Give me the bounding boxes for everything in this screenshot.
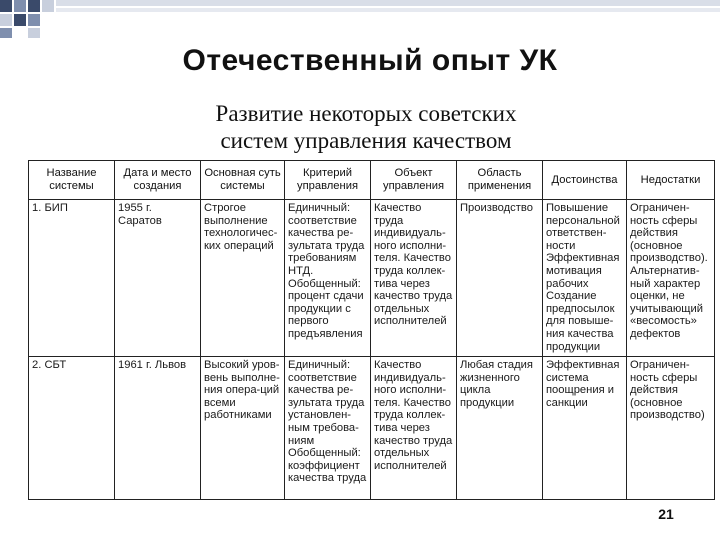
cell-name: 1. БИП: [29, 200, 115, 357]
table-row: [29, 357, 715, 500]
cell-date: 1961 г. Львов: [115, 357, 201, 500]
cell-disadvantages: Ограничен-ность сферы действия (основное производство): [627, 357, 715, 500]
cell-object: Качество труда индивидуаль-ного исполни-теля. Качество труда коллек-тива через качество труда отдельных исполнителей: [371, 200, 457, 357]
slide-subtitle: [0, 100, 720, 154]
header-essence: Основная суть системы: [201, 161, 285, 200]
table-header-row: [29, 161, 715, 200]
cell-criterion: Единичный: соответствие качества ре-зультата труда установлен-ным требова-ниям Обобщенный: коэффициент качества труда: [285, 357, 371, 500]
header-scope: Область применения: [457, 161, 543, 200]
cell-criterion: Единичный: соответствие качества ре-зультата труда требованиям НТД. Обобщенный: процент сдачи продукции с первого предъявления: [285, 200, 371, 357]
cell-essence: Строгое выполнение технологичес-ких операций: [201, 200, 285, 357]
subtitle-line-1: Развитие некоторых советских: [215, 101, 517, 126]
header-criterion: Критерий управления: [285, 161, 371, 200]
cell-essence: Высокий уров-вень выполне-ния опера-ций всеми работниками: [201, 357, 285, 500]
corner-decoration: [0, 0, 720, 40]
slide-title: Отечественный опыт УК: [182, 44, 558, 77]
table-row: [29, 200, 715, 357]
subtitle-line-2: систем управления качеством: [220, 128, 512, 153]
cell-advantages: Повышение персональной ответствен-ности Эффективная мотивация рабочих Создание предпосылок для повыше-ния качества продукции: [543, 200, 627, 357]
cell-advantages: Эффективная система поощрения и санкции: [543, 357, 627, 500]
cell-scope: Любая стадия жизненного цикла продукции: [457, 357, 543, 500]
page-number: 21: [658, 506, 674, 522]
header-date-place: Дата и место создания: [115, 161, 201, 200]
cell-name: 2. СБТ: [29, 357, 115, 500]
header-object: Объект управления: [371, 161, 457, 200]
header-disadvantages: Недостатки: [627, 161, 715, 200]
header-system-name: Название системы: [29, 161, 115, 200]
quality-systems-table: [28, 160, 715, 500]
cell-date: 1955 г. Саратов: [115, 200, 201, 357]
cell-object: Качество индивидуаль-ного исполни-теля. Качество труда коллек-тива через качество труда отдельных исполнителей: [371, 357, 457, 500]
header-advantages: Достоинства: [543, 161, 627, 200]
cell-scope: Производство: [457, 200, 543, 357]
cell-disadvantages: Ограничен-ность сферы действия (основное производство). Альтернатив-ный характер оценки, не учитывающий «весомость» дефектов: [627, 200, 715, 357]
